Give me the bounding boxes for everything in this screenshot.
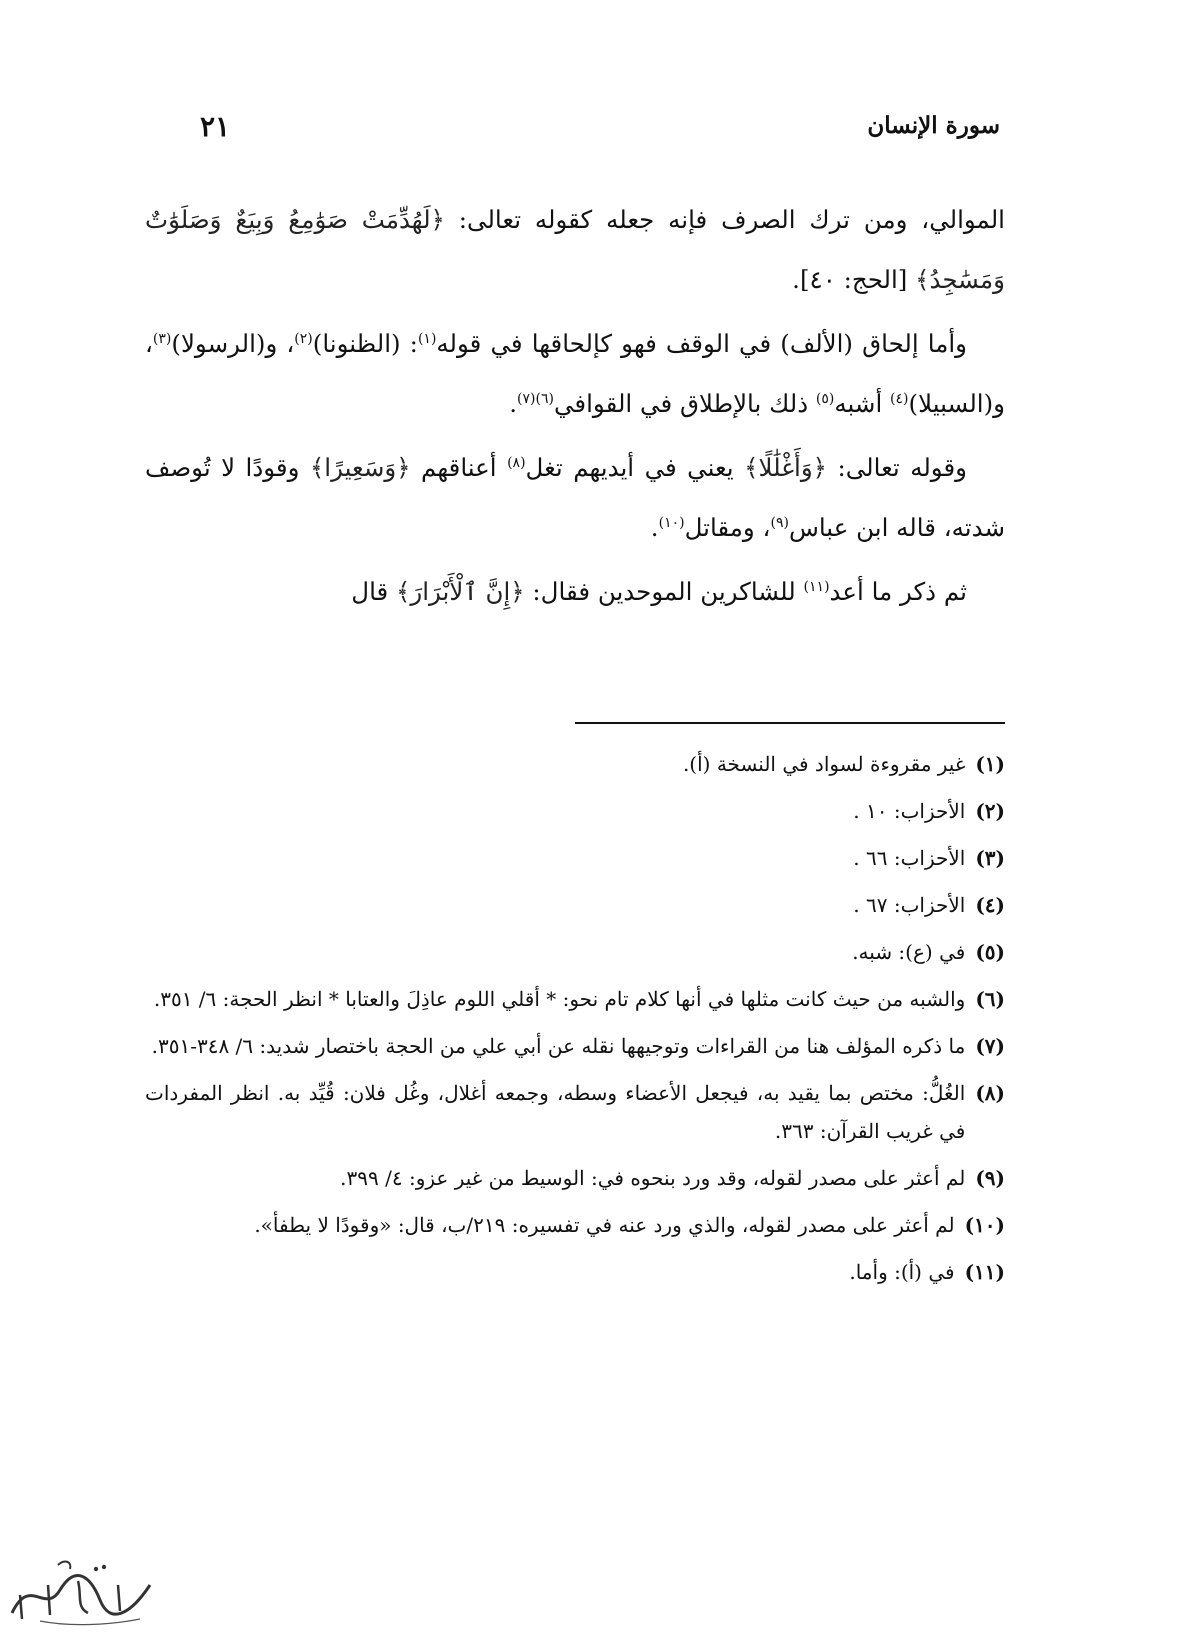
paragraph-3 [145,438,1005,558]
quran-quote: ﴿إِنَّ ٱلْأَبْرَارَ﴾ [396,577,525,606]
footnotes [145,745,1005,1300]
main-text [145,190,1005,626]
footnote-text: ما ذكره المؤلف هنا من القراءات وتوجيهها نقله عن أبي علي من الحجة باختصار شديد: ٦/ ٣٤٨-٣٥١. [151,1034,966,1058]
text-run: وأما إلحاق (الألف) في الوقف فهو كإلحاقها في قوله [436,329,967,358]
calligraphy-logo-icon [0,1555,160,1633]
footnote-number: (٨) [975,1081,1005,1105]
footnote-text: الأحزاب: ١٠ . [853,799,966,823]
paragraph-1 [145,190,1005,310]
footnote-ref[interactable]: (٤) [890,390,909,407]
footnote-3 [145,839,1005,877]
footnote-text: غير مقروءة لسواد في النسخة (أ). [682,752,966,776]
footnote-ref[interactable]: (١١) [803,578,830,595]
text-run: للشاكرين الموحدين فقال: [524,577,804,606]
footnote-number: (٢) [975,799,1005,823]
footnote-10 [145,1206,1005,1244]
footnote-number: (٤) [975,893,1005,917]
text-run: ، و(السبيلا) [145,329,1005,418]
footnote-7 [145,1027,1005,1065]
footnote-text: في (أ): وأما. [849,1260,955,1284]
surah-title: سورة الإنسان [867,112,1000,139]
footnote-text: والشبه من حيث كانت مثلها في أنها كلام تام نحو: * أقلي اللوم عاذِلَ والعتابا * انظر الحجة: ٦/ ٣٥١. [153,987,966,1011]
text-run: ، و(الرسولا) [171,329,295,358]
footnote-text: الأحزاب: ٦٧ . [853,893,966,917]
quran-quote: ﴿وَأَغْلَٰلًا﴾ [744,453,828,482]
footnote-ref[interactable]: (٩) [770,514,789,531]
footnote-ref[interactable]: (١٠) [658,514,685,531]
footnote-separator [575,722,1005,724]
footnote-number: (٧) [975,1034,1005,1058]
footnote-ref[interactable]: (٣) [152,330,172,347]
text-run: ، ومقاتل [684,513,771,542]
footnote-1 [145,745,1005,783]
footnote-6 [145,980,1005,1018]
quran-quote: ﴿وَسَعِيرًا﴾ [309,453,411,482]
footnote-ref[interactable]: (١) [417,330,437,347]
footnote-text: لم أعثر على مصدر لقوله، والذي ورد عنه في تفسيره: ٢١٩/ب، قال: «وقودًا لا يطفأ». [254,1213,955,1237]
footnote-number: (٣) [975,846,1005,870]
text-run: . [509,389,518,418]
footnote-5 [145,933,1005,971]
text-run: . [650,513,659,542]
footnote-number: (٦) [975,987,1005,1011]
footnote-4 [145,886,1005,924]
footnote-number: (١٠) [964,1213,1005,1237]
text-run: : (الظنونا) [312,329,418,358]
footnote-text: الغُلُّ: مختص بما يقيد به، فيجعل الأعضاء وسطه، وجمعه أغلال، وغُل فلان: قُيِّد به. انظر المفردات في غريب القرآن: ٣٦٣. [145,1081,966,1143]
footnote-ref[interactable]: (٥) [815,390,835,407]
text-run: [الحج: ٤٠]. [792,265,916,294]
footnote-8 [145,1074,1005,1150]
footnote-ref[interactable]: (٦)(٧) [517,390,554,407]
footnote-text: الأحزاب: ٦٦ . [853,846,966,870]
footnote-ref[interactable]: (٨) [507,454,526,471]
text-run: يعني في أيديهم تغل [525,453,745,482]
text-run: ثم ذكر ما أعد [829,577,967,606]
footnote-number: (١) [975,752,1005,776]
footnote-number: (١١) [964,1260,1005,1284]
page-number: ٢١ [200,110,231,143]
footnote-9 [145,1159,1005,1197]
text-run: أشبه [834,389,891,418]
paragraph-2 [145,314,1005,434]
footnote-11 [145,1253,1005,1291]
page-header [200,112,1000,152]
text-run: أعناقهم [410,453,508,482]
footnote-text: في (ع): شبه. [852,940,966,964]
footnote-text: لم أعثر على مصدر لقوله، وقد ورد بنحوه في: الوسيط من غير عزو: ٤/ ٣٩٩. [340,1166,966,1190]
footnote-number: (٩) [975,1166,1005,1190]
quran-quote: ﴿لَهُدِّمَتْ صَوَٰمِعُ وَبِيَعٌ وَصَلَوَٰتٌ وَمَسَٰجِدُ﴾ [145,205,1005,294]
footnote-ref[interactable]: (٢) [294,330,313,347]
footnote-2 [145,792,1005,830]
paragraph-4 [145,562,1005,622]
text-run: وقودًا لا تُوصف شدته، قاله ابن عباس [145,453,1005,542]
text-run: ذلك بالإطلاق في القوافي [553,389,816,418]
text-run: الموالي، ومن ترك الصرف فإنه جعله كقوله تعالى: [444,205,1005,234]
text-run: وقوله تعالى: [827,453,967,482]
text-run: قال [351,577,397,606]
footnote-number: (٥) [975,940,1005,964]
